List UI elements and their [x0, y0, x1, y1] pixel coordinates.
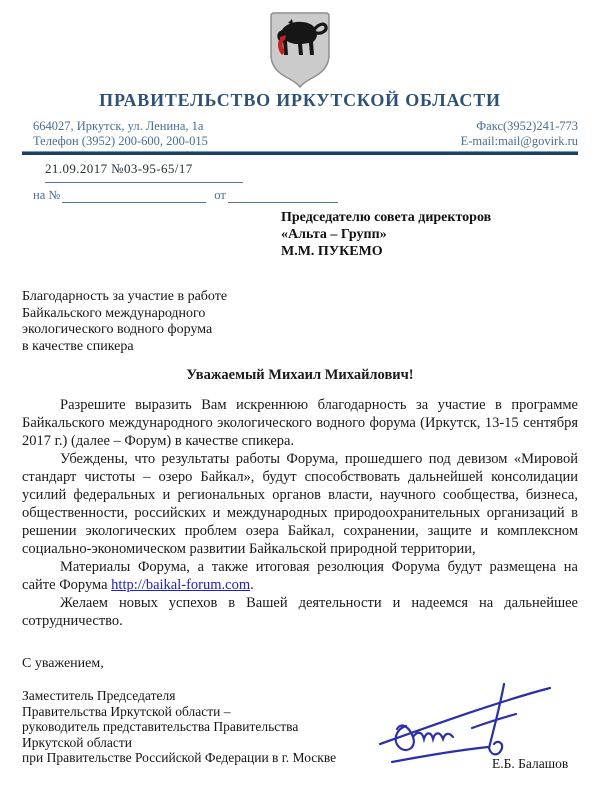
body-paragraph: Желаем новых успехов в Вашей деятельности и надеемся на дальнейшее сотрудничество.: [22, 595, 578, 629]
fax-line: Факс(3952)241-773: [476, 119, 578, 133]
address-block: [33, 119, 208, 149]
letterhead-divider: [22, 151, 578, 155]
reference-underline: [45, 182, 243, 183]
closing-phrase: С уважением,: [22, 656, 104, 671]
irkutsk-coat-of-arms-icon: [268, 10, 332, 90]
addressee-line: «Альта – Групп»: [281, 227, 387, 242]
body-paragraph: [22, 558, 578, 594]
paragraph-text: Материалы Форума, а также итоговая резолюция Форума будут размещена на сайте Форума: [22, 559, 578, 593]
salutation: Уважаемый Михаил Михайлович!: [186, 367, 414, 383]
reply-reference-row: [33, 188, 338, 203]
phone-line: Телефон (3952) 200-600, 200-015: [33, 134, 208, 148]
org-title: ПРАВИТЕЛЬСТВО ИРКУТСКОЙ ОБЛАСТИ: [99, 90, 501, 110]
na-no-blank: [62, 190, 206, 203]
signer-position-block: [22, 688, 336, 766]
addressee-line: Председателю совета директоров: [281, 210, 492, 225]
subject-line: Благодарность за участие в работе: [22, 289, 228, 304]
addressee-line: М.М. ПУКЕМО: [281, 244, 383, 259]
subject-block: [22, 289, 227, 355]
email-line: E-mail:mail@govirk.ru: [460, 134, 578, 148]
contact-block: [33, 119, 578, 149]
letter-body: [22, 396, 578, 630]
na-no-label: на №: [33, 188, 61, 202]
body-paragraph: Убеждены, что результаты работы Форума, прошедшего под девизом «Мировой стандарт чистоты – озеро Байкал», будут способствовать дальнейшей консолидации усилий федеральных и региональных органов власти, научного сообщества, бизнеса, общественности, российских и международных природоохранительных организаций в решении экологических проблем озера Байкал, сохранении, защите и комплексном социально-экономическом развитии Байкальской природной территории,: [22, 451, 578, 557]
baikal-forum-link[interactable]: http://baikal-forum.com: [111, 577, 251, 593]
body-paragraph: Разрешите выразить Вам искреннюю благодарность за участие в программе Байкальского международного экологического водного форума (Иркутск, 13-15 сентября 2017 г.) (далее – Форум) в качестве спикера.: [22, 397, 578, 449]
ot-blank: [228, 190, 338, 203]
addressee-block: [281, 209, 491, 260]
subject-line: экологического водного форума: [22, 322, 213, 337]
signer-name: Е.Б. Балашов: [492, 756, 569, 771]
signer-position-line: руководитель представительства Правительства: [22, 719, 299, 734]
signer-position-line: Заместитель Председателя: [22, 688, 176, 703]
signer-position-line: Правительства Иркутской области –: [22, 703, 231, 719]
paragraph-text: .: [250, 577, 254, 593]
subject-line: Байкальского международного: [22, 305, 206, 321]
signer-position-line: при Правительстве Российской Федерации в г. Москве: [22, 750, 337, 765]
signer-position-line: Иркутской области: [22, 734, 133, 750]
address-line: 664027, Иркутск, ул. Ленина, 1а: [33, 119, 204, 133]
ot-label: от: [214, 188, 226, 202]
letter-date-number: 21.09.2017 №03-95-65/17: [45, 161, 193, 176]
fax-email-block: [461, 119, 578, 149]
subject-line: в качестве спикера: [22, 338, 134, 354]
